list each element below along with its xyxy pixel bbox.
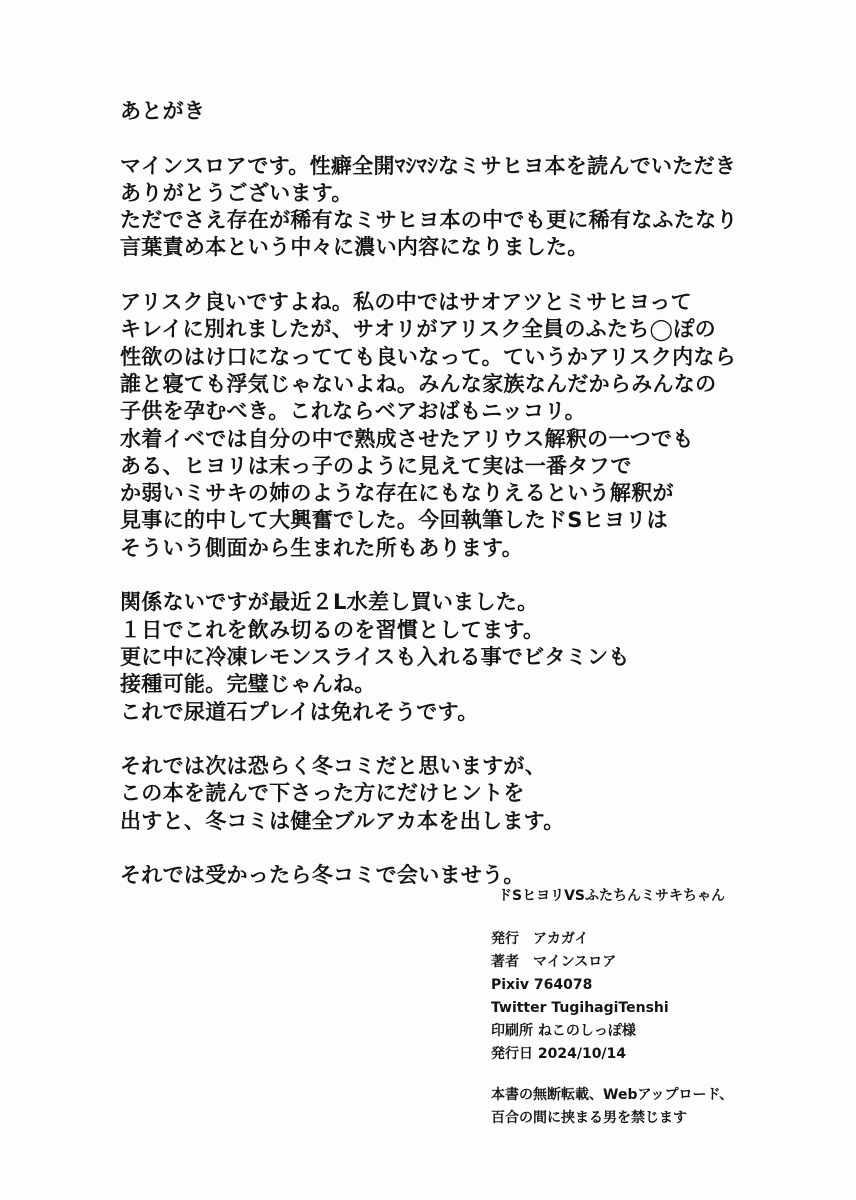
text-line: キレイに別れましたが、サオリがアリスク全員のふたち◯ぽの — [120, 317, 716, 342]
text-line: そういう側面から生まれた所もあります。 — [120, 535, 524, 560]
colophon — [491, 885, 831, 1130]
text-line: 出すと、冬コミは健全ブルアカ本を出します。 — [120, 808, 565, 833]
paragraph-gap — [120, 262, 810, 289]
text-line: ありがとうございます。 — [120, 180, 353, 205]
text-line: それでは次は恐らく冬コミだと思いますが、 — [120, 754, 546, 779]
text-line: ただでさえ存在が稀有なミサヒヨ本の中でも更に稀有なふたなり — [120, 208, 738, 233]
text-line: 関係ないですが最近２L水差し買いました。 — [120, 590, 539, 615]
text-line: 誰と寝ても浮気じゃないよね。みんな家族なんだからみんなの — [120, 371, 717, 396]
colophon-author: 著者 マインスロア — [491, 954, 617, 970]
paragraph-gap — [120, 835, 810, 862]
text-line: 言葉責め本という中々に濃い内容になりました。 — [120, 235, 589, 260]
afterword-heading: あとがき — [120, 99, 206, 123]
text-line: 水着イベでは自分の中で熟成させたアリウス解釈の一つでも — [120, 426, 694, 451]
colophon-pixiv: Pixiv 764078 — [491, 977, 593, 993]
colophon-date: 発行日 2024/10/14 — [491, 1046, 627, 1062]
paragraph-gap — [120, 562, 810, 589]
text-line: マインスロアです。性癖全開ﾏｼﾏｼなミサヒヨ本を読んでいただき — [120, 153, 737, 178]
text-line: アリスク良いですよね。私の中ではサオアツとミサヒヨって — [120, 290, 692, 315]
notice-line: 百合の間に挟まる男を禁じます — [491, 1110, 687, 1126]
text-line: １日でこれを飲み切るのを習慣としてます。 — [120, 617, 545, 642]
colophon-twitter: Twitter TugihagiTenshi — [491, 1000, 669, 1016]
text-line: 性欲のはけ口になってても良いなって。ていうかアリスク内なら — [120, 344, 737, 369]
text-line: か弱いミサキの姉のような存在にもなりえるという解釈が — [120, 481, 674, 506]
colophon-publisher: 発行 アカガイ — [491, 931, 589, 947]
text-line: この本を読んで下さった方にだけヒントを — [120, 781, 525, 806]
text-line: 見事に的中して大興奮でした。今回執筆したドSヒヨリは — [120, 508, 668, 533]
paragraph-gap — [120, 125, 810, 152]
notice-line: 本書の無断転載、Webアップロード、 — [491, 1087, 734, 1103]
paragraph-gap — [120, 726, 810, 753]
afterword-body — [120, 98, 810, 890]
copyright-notice — [491, 1084, 831, 1130]
text-line: 接種可能。完璧じゃんね。 — [120, 672, 376, 697]
colophon-title: ドSヒヨリVSふたちんミサキちゃん — [498, 888, 726, 904]
text-line: これで尿道石プレイは免れそうです。 — [120, 699, 479, 724]
text-line: 更に中に冷凍レモンスライスも入れる事でビタミンも — [120, 644, 630, 669]
text-line: 子供を孕むべき。これならベアおばもニッコリ。 — [120, 399, 586, 424]
text-line: ある、ヒヨリは末っ子のように見えて実は一番タフで — [120, 453, 632, 478]
text-line: それでは受かったら冬コミで会いませう。 — [120, 863, 525, 888]
colophon-printer: 印刷所 ねこのしっぽ様 — [491, 1023, 636, 1039]
